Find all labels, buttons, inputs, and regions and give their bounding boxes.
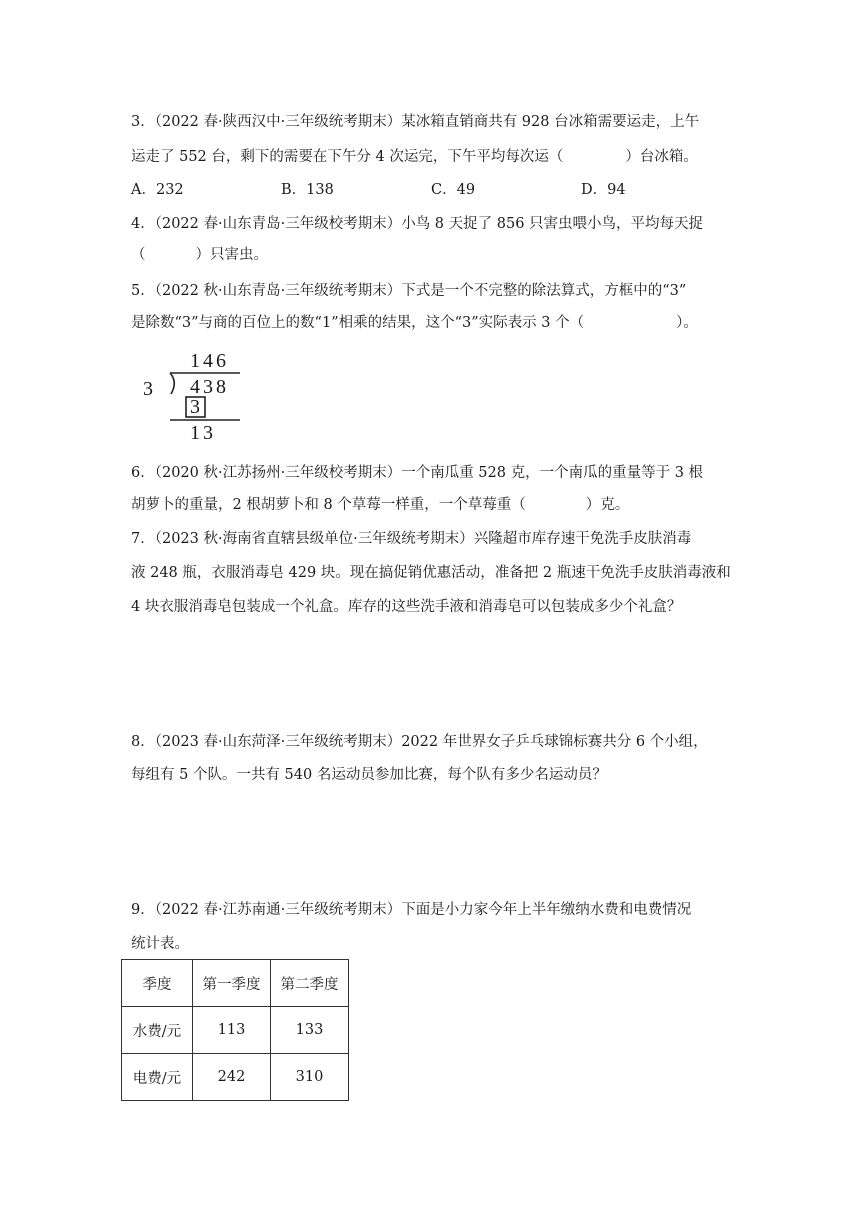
table-row xyxy=(122,1007,349,1054)
question-9-line-2: 统计表。 xyxy=(131,936,189,952)
division-remainder: 13 xyxy=(190,422,216,444)
division-divisor: 3 xyxy=(143,378,156,400)
question-3-option-a: A．232 xyxy=(131,182,184,198)
question-8-line-1: 8．（2023 春·山东菏泽·三年级统考期末）2022 年世界女子乒乓球锦标赛共分 6 个小组， xyxy=(131,734,708,750)
question-3-line-2-text: 运走了 552 台，剩下的需要在下午分 4 次运完，下午平均每次运（ xyxy=(131,149,564,165)
question-4-line-2-open: （ xyxy=(131,247,146,263)
question-6-line-2 xyxy=(131,495,629,515)
table-row xyxy=(122,1054,349,1101)
question-4-line-2-end: ）只害虫。 xyxy=(195,247,268,263)
question-3-line-2 xyxy=(131,147,698,167)
question-9-line-1: 9．（2022 春·江苏南通·三年级统考期末）下面是小力家今年上半年缴纳水费和电费情况 xyxy=(131,902,692,918)
table-cell: 133 xyxy=(271,1007,349,1054)
table-cell: 113 xyxy=(193,1007,271,1054)
table-cell: 电费/元 xyxy=(122,1054,193,1101)
question-5-line-2-text: 是除数“3”与商的百位上的数“1”相乘的结果，这个“3”实际表示 3 个（ xyxy=(131,315,585,331)
table-cell: 310 xyxy=(271,1054,349,1101)
question-3-option-b: B．138 xyxy=(281,182,334,198)
division-quotient: 146 xyxy=(190,350,229,372)
long-division-figure xyxy=(140,348,250,444)
table-header-cell: 第一季度 xyxy=(193,960,271,1007)
question-6-line-2-end: ）克。 xyxy=(585,497,630,513)
question-7-line-3: 4 块衣服消毒皂包装成一个礼盒。库存的这些洗手液和消毒皂可以包装成多少个礼盒？ xyxy=(131,599,682,615)
question-8-line-2: 每组有 5 个队。一共有 540 名运动员参加比赛，每个队有多少名运动员？ xyxy=(131,767,607,783)
question-3-line-2-end: ）台冰箱。 xyxy=(625,149,698,165)
question-7-line-1: 7．（2023 秋·海南省直辖县级单位·三年级统考期末）兴隆超市库存速干免洗手皮肤消毒 xyxy=(131,531,692,547)
question-4-line-2 xyxy=(131,245,268,265)
question-5-line-1: 5．（2022 秋·山东青岛·三年级统考期末）下式是一个不完整的除法算式，方框中的“3” xyxy=(131,283,687,299)
table-header-cell: 第二季度 xyxy=(271,960,349,1007)
question-6-line-2-text: 胡萝卜的重量，2 根胡萝卜和 8 个草莓一样重，一个草莓重（ xyxy=(131,497,526,513)
division-boxed-digit: 3 xyxy=(190,396,203,418)
table-cell: 242 xyxy=(193,1054,271,1101)
question-4-line-1: 4．（2022 春·山东青岛·三年级校考期末）小鸟 8 天捉了 856 只害虫喂小鸟，平均每天捉 xyxy=(131,216,704,232)
table-cell: 水费/元 xyxy=(122,1007,193,1054)
question-5-line-2 xyxy=(131,313,698,333)
table-header-row xyxy=(122,960,349,1007)
question-3-option-d: D．94 xyxy=(581,182,626,198)
question-3-line-1: 3．（2022 春·陕西汉中·三年级统考期末）某冰箱直销商共有 928 台冰箱需要运走，上午 xyxy=(131,114,700,130)
question-6-line-1: 6．（2020 秋·江苏扬州·三年级校考期末）一个南瓜重 528 克，一个南瓜的重量等于 3 根 xyxy=(131,465,704,481)
question-3-option-c: C．49 xyxy=(431,182,476,198)
question-5-line-2-end: ）。 xyxy=(676,315,698,331)
table-header-cell: 季度 xyxy=(122,960,193,1007)
fee-statistics-table xyxy=(121,959,349,1101)
question-7-line-2: 液 248 瓶，衣服消毒皂 429 块。现在搞促销优惠活动，准备把 2 瓶速干免洗手皮肤消毒液和 xyxy=(131,565,731,581)
division-dividend: 438 xyxy=(190,376,229,398)
